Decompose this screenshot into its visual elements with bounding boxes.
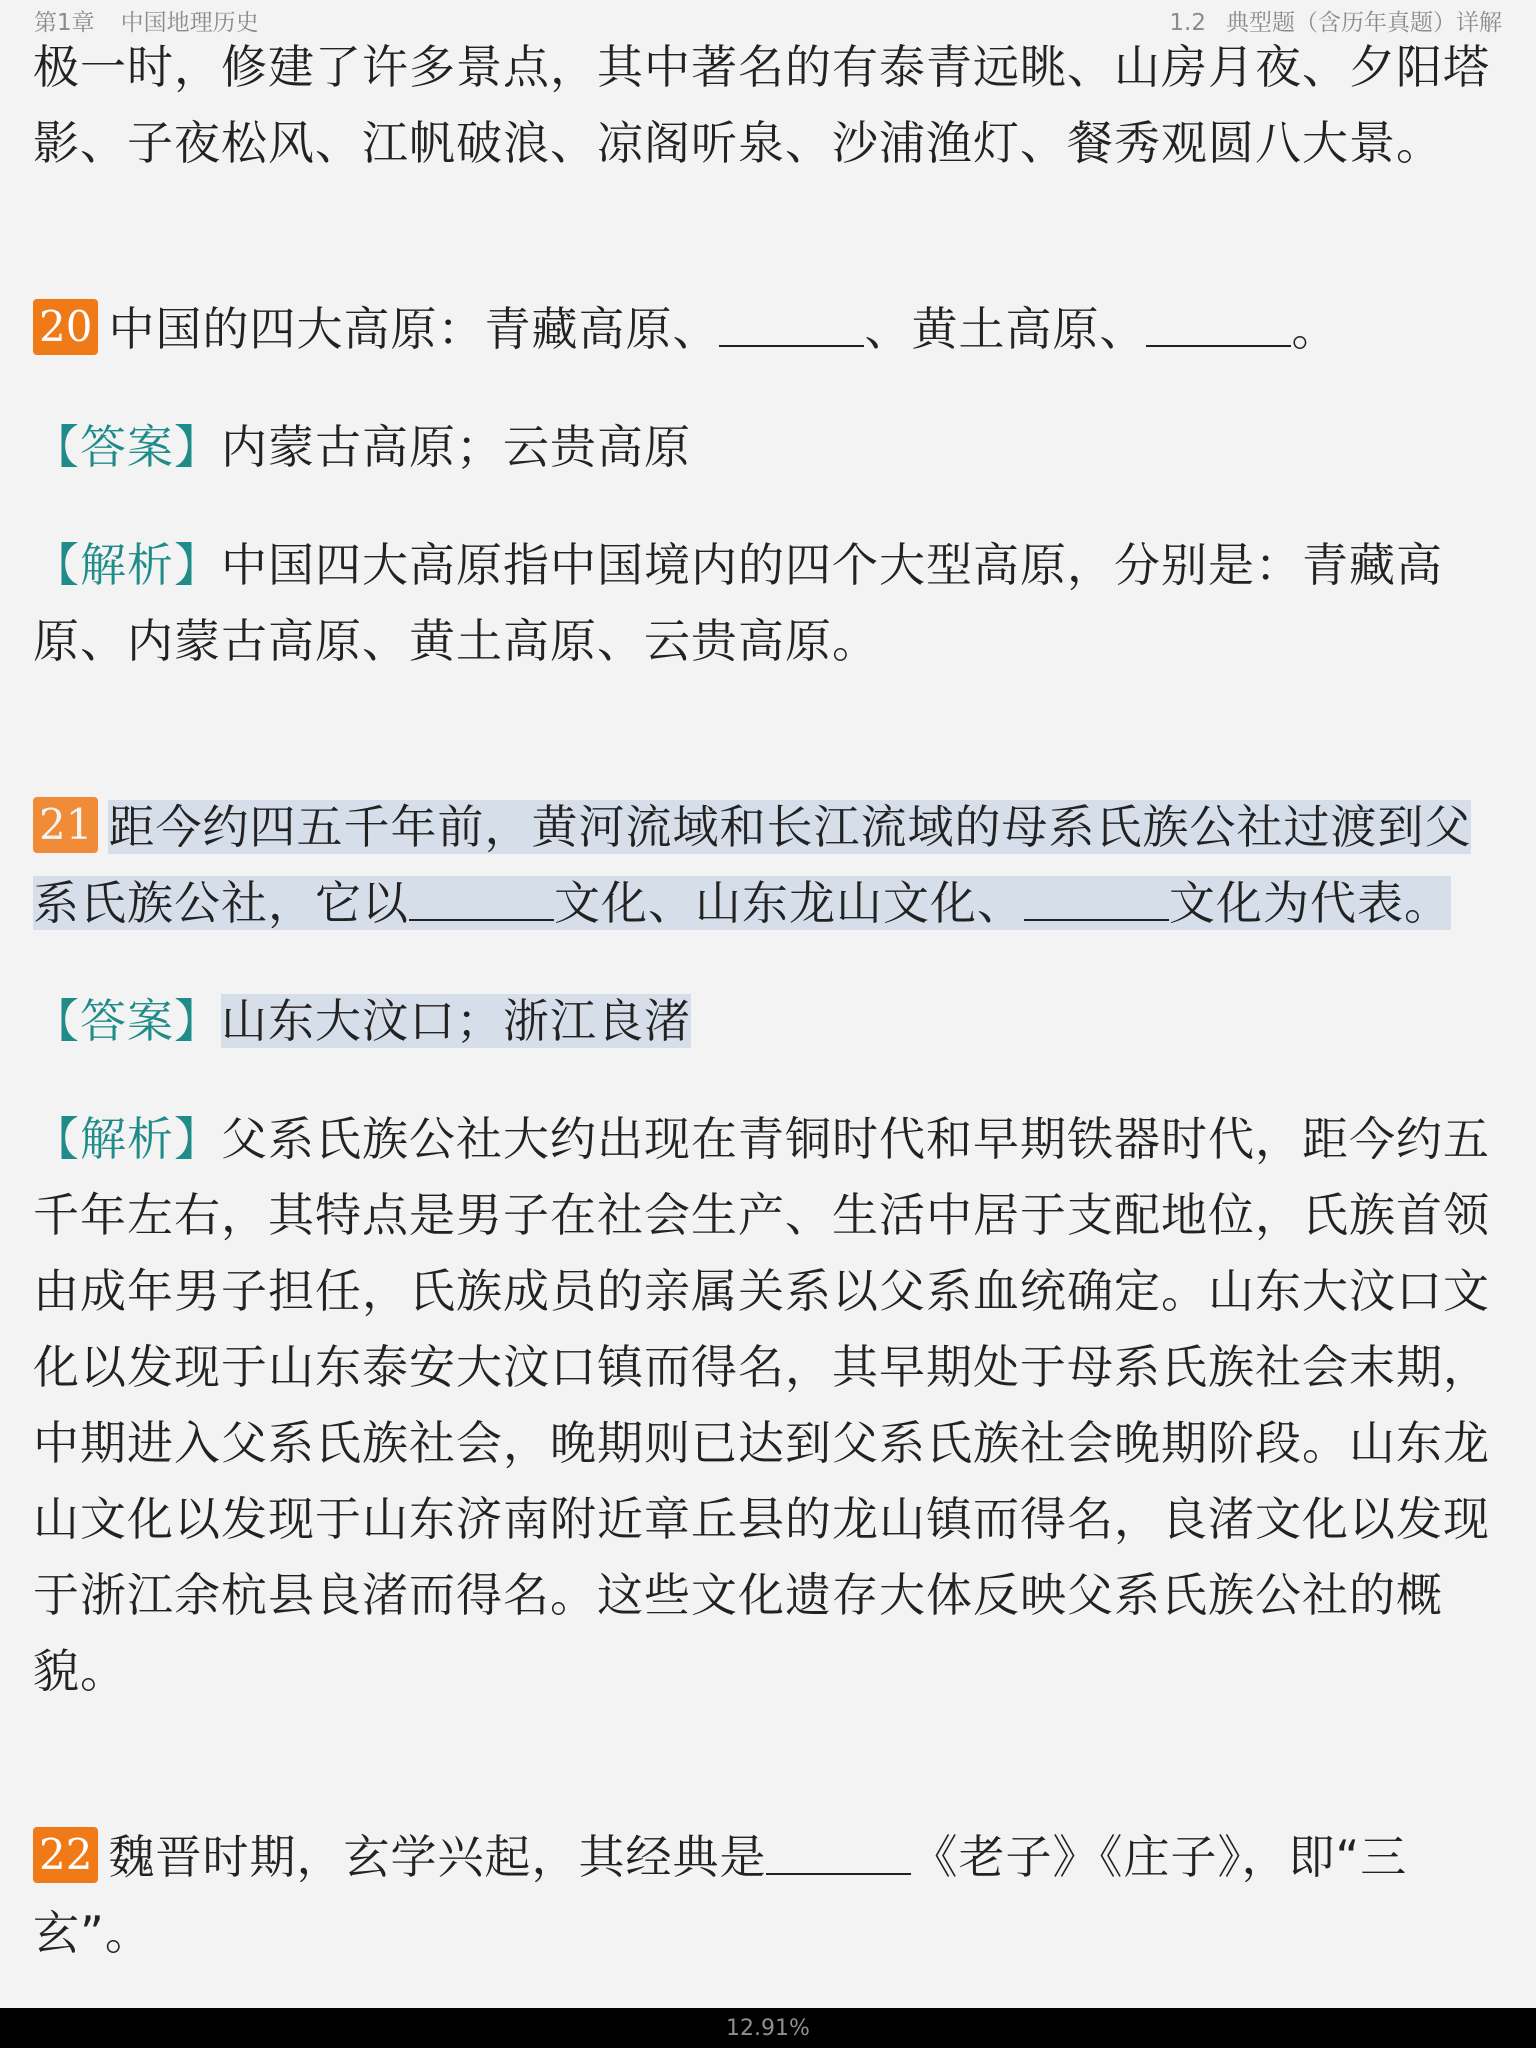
- question-20: [33, 291, 1503, 367]
- answer-20: [33, 409, 1503, 485]
- analysis-20: [33, 527, 1503, 679]
- question-21-text-1: 距今约四五千年前，黄河流域和长江流域的母系氏族公社过渡到父系氏族公社，它以: [33, 800, 1472, 930]
- page-content[interactable]: [33, 0, 1503, 1971]
- fill-blank: [409, 879, 554, 921]
- fill-blank: [719, 305, 864, 347]
- answer-21: [33, 983, 1503, 1059]
- reading-progress-bar: [0, 2008, 1536, 2048]
- question-number-badge: 21: [33, 797, 98, 853]
- fill-blank: [766, 1833, 911, 1875]
- analysis-21-text: 父系氏族公社大约出现在青铜时代和早期铁器时代，距今约五千年左右，其特点是男子在社会生产、生活中居于支配地位，氏族首领由成年男子担任，氏族成员的亲属关系以父系血统确定。山东大汶口文化以发现于山东泰安大汶口镇而得名，其早期处于母系氏族社会末期，中期进入父系氏族社会，晚期则已达到父系氏族社会晚期阶段。山东龙山文化以发现于山东济南附近章丘县的龙山镇而得名，良渚文化以发现于浙江余杭县良渚而得名。这些文化遗存大体反映父系氏族公社的概貌。: [33, 1112, 1490, 1698]
- section-title: 典型题（含历年真题）详解: [1226, 9, 1502, 36]
- question-21[interactable]: [33, 789, 1503, 941]
- question-20-text-3: 。: [1291, 302, 1339, 356]
- answer-21-text[interactable]: 山东大汶口；浙江良渚: [221, 994, 691, 1048]
- fill-blank: [1146, 305, 1291, 347]
- reading-progress-percent: 12.91%: [726, 2015, 810, 2041]
- question-number-badge: 20: [33, 299, 98, 355]
- answer-tag: 【答案】: [33, 994, 221, 1048]
- question-20-text-1: 中国的四大高原：青藏高原、: [108, 302, 720, 356]
- section-number: 1.2: [1169, 9, 1206, 36]
- analysis-20-text: 中国四大高原指中国境内的四个大型高原，分别是：青藏高原、内蒙古高原、黄土高原、云贵高原。: [33, 538, 1443, 668]
- question-22-text-1: 魏晋时期，玄学兴起，其经典是: [108, 1830, 767, 1884]
- intro-paragraph: 极一时，修建了许多景点，其中著名的有泰青远眺、山房月夜、夕阳塔影、子夜松风、江帆破浪、凉阁听泉、沙浦渔灯、餐秀观圆八大景。: [33, 40, 1490, 170]
- question-22-text-2: 《老子》《庄子》，即“三玄”。: [33, 1830, 1408, 1960]
- answer-tag: 【答案】: [33, 420, 221, 474]
- question-number-badge: 22: [33, 1827, 98, 1883]
- highlighted-text: [33, 800, 1471, 930]
- chapter-title: 中国地理历史: [120, 9, 259, 36]
- question-22: [33, 1819, 1503, 1971]
- fill-blank: [1024, 879, 1169, 921]
- chapter-number: 第1章: [34, 9, 95, 36]
- answer-20-text: 内蒙古高原；云贵高原: [221, 420, 691, 474]
- question-20-text-2: 、黄土高原、: [864, 302, 1147, 356]
- question-21-text-2: 文化、山东龙山文化、: [554, 876, 1024, 930]
- analysis-tag: 【解析】: [33, 1112, 221, 1166]
- analysis-tag: 【解析】: [33, 538, 221, 592]
- question-21-text-3: 文化为代表。: [1169, 876, 1451, 930]
- analysis-21: [33, 1101, 1503, 1709]
